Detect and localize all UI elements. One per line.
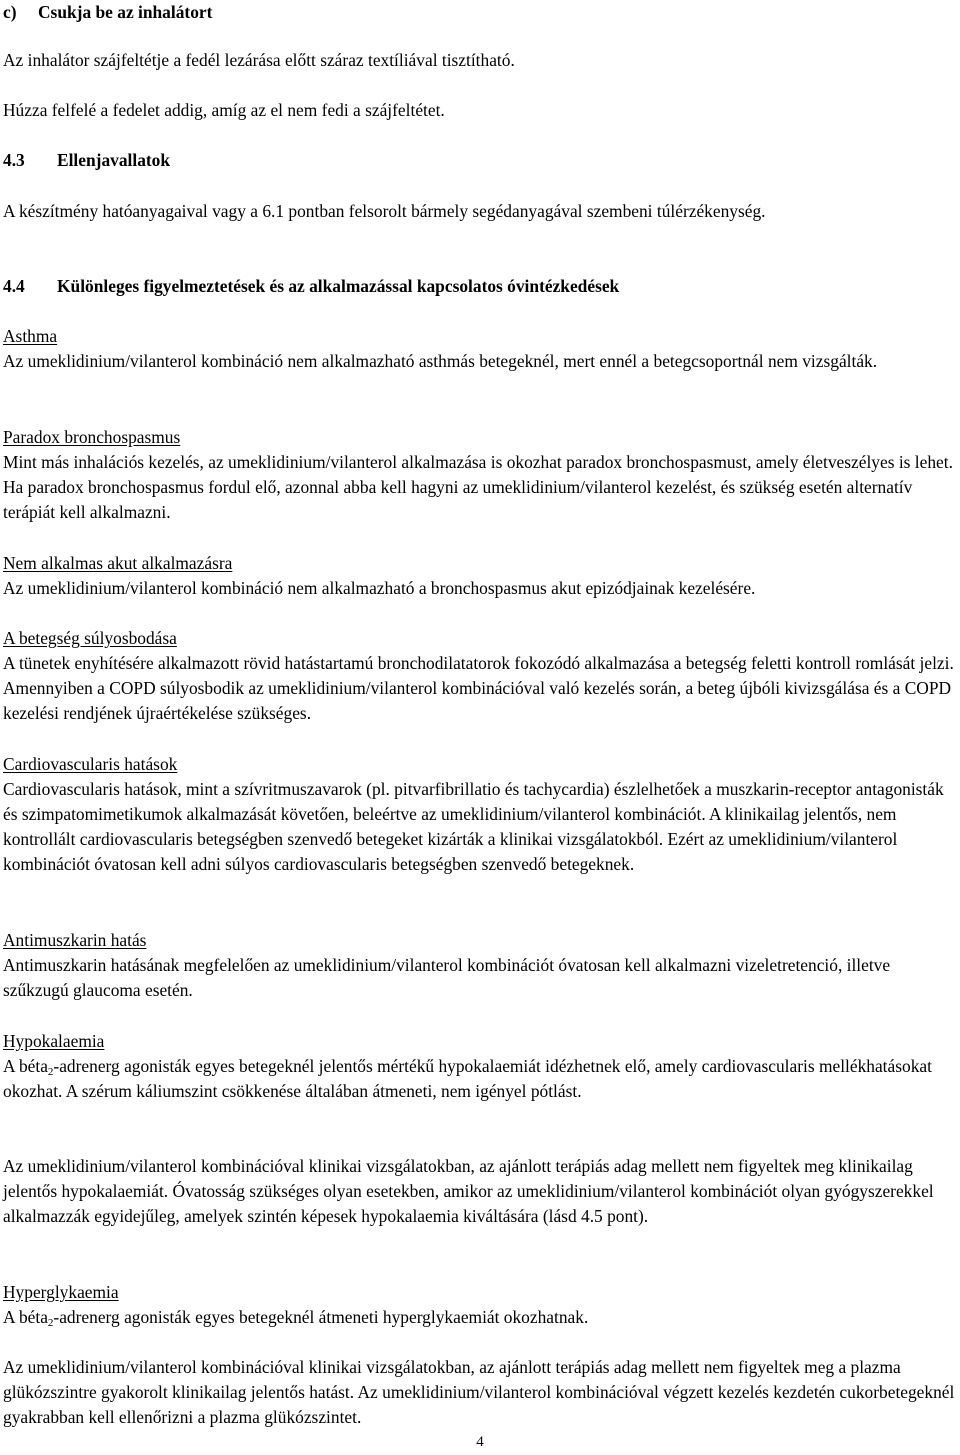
section-c-paragraph-1: Az inhalátor szájfeltétje a fedél lezárása előtt száraz textíliával tisztítható.	[3, 50, 515, 70]
section-c-title: Csukja be az inhalátort	[38, 2, 213, 22]
acute-heading: Nem alkalmas akut alkalmazásra	[3, 553, 233, 573]
section-4-3-number: 4.3	[3, 150, 25, 170]
worsening-text: A tünetek enyhítésére alkalmazott rövid hatástartamú bronchodilatatorok fokozódó alkalmazása a betegség feletti kontroll romlását jelzi. Amennyiben a COPD súlyosbodik az umeklidinium/vilanterol kombinációval való kezelés során, a beteg újbóli kivizsgálása és a COPD kezelési rendjének újraértékelése szükséges.	[3, 653, 954, 723]
asthma-block	[3, 324, 958, 374]
hyperglycaemia-subscript: 2	[47, 1317, 54, 1329]
section-4-3-text: A készítmény hatóanyagaival vagy a 6.1 pontban felsorolt bármely segédanyagával szembeni túlérzékenység.	[3, 201, 766, 221]
paradox-block	[3, 425, 958, 525]
hyperglycaemia-block	[3, 1280, 958, 1330]
hypokalaemia-paragraph-2: Az umeklidinium/vilanterol kombinációval klinikai vizsgálatokban, az ajánlott terápiás adag mellett nem figyeltek meg klinikailag jelentős hypokalaemiát. Óvatosság szükséges olyan esetekben, amikor az umeklidinium/vilanterol kombinációt olyan gyógyszerekkel alkalmazzák egyidejűleg, amelyek szintén képesek hypokalaemia kiváltására (lásd 4.5 pont).	[3, 1156, 934, 1226]
cardio-block	[3, 752, 958, 877]
paradox-text: Mint más inhalációs kezelés, az umeklidinium/vilanterol alkalmazása is okozhat paradox bronchospasmust, amely életveszélyes is lehet. Ha paradox bronchospasmus fordul elő, azonnal abba kell hagyni az umeklidinium/vilanterol kezelést, és szükség esetén alternatív terápiát kell alkalmazni.	[3, 452, 953, 522]
section-4-4-heading	[3, 274, 958, 299]
antimuscarinic-text: Antimuszkarin hatásának megfelelően az umeklidinium/vilanterol kombinációt óvatosan kell alkalmazni vizeletretenció, illetve szűkzugú glaucoma esetén.	[3, 955, 891, 1000]
section-4-4-title: Különleges figyelmeztetések és az alkalmazással kapcsolatos óvintézkedések	[57, 276, 620, 296]
section-4-4-number: 4.4	[3, 276, 25, 296]
section-4-3-title: Ellenjavallatok	[57, 150, 171, 170]
antimuscarinic-block	[3, 928, 958, 1003]
section-c-heading	[3, 0, 958, 25]
page-number: 4	[476, 1434, 484, 1450]
hyperglycaemia-heading: Hyperglykaemia	[3, 1282, 119, 1302]
section-c-label: c)	[3, 2, 17, 22]
hypokalaemia-block	[3, 1029, 958, 1104]
antimuscarinic-heading: Antimuszkarin hatás	[3, 930, 147, 950]
hypokalaemia-text-pre: A béta	[3, 1056, 48, 1076]
section-4-3-heading	[3, 148, 958, 173]
hyperglycaemia-text-pre: A béta	[3, 1307, 48, 1327]
worsening-heading: A betegség súlyosbodása	[3, 628, 177, 648]
hyperglycaemia-paragraph-2: Az umeklidinium/vilanterol kombinációval klinikai vizsgálatokban, az ajánlott terápiás adag mellett nem figyeltek meg a plazma glükózszintre gyakorolt klinikailag jelentős hatást. Az umeklidinium/vilanterol kombinációval végzett kezelés kezdetén cukorbetegeknél gyakrabban kell ellenőrizni a plazma glükózszintet.	[3, 1357, 955, 1427]
acute-text: Az umeklidinium/vilanterol kombináció nem alkalmazható a bronchospasmus akut epizódjainak kezelésére.	[3, 578, 756, 598]
asthma-heading: Asthma	[3, 326, 58, 346]
cardio-text: Cardiovascularis hatások, mint a szívritmuszavarok (pl. pitvarfibrillatio és tachycardia) észlelhetőek a muszkarin-receptor antagonisták és szimpatomimetikumok alkalmazását követően, beleértve az umeklidinium/vilanterol kombinációt. A klinikailag jelentős, nem kontrollált cardiovascularis betegségben szenvedő betegeket kizárták a klinikai vizsgálatokból. Ezért az umeklidinium/vilanterol kombinációt óvatosan kell adni súlyos cardiovascularis betegségben szenvedő betegeknek.	[3, 779, 944, 874]
hypokalaemia-subscript: 2	[47, 1066, 54, 1078]
paradox-heading: Paradox bronchospasmus	[3, 427, 181, 447]
hypokalaemia-text-post: -adrenerg agonisták egyes betegeknél jelentős mértékű hypokalaemiát idézhetnek elő, amely cardiovascularis mellékhatásokat okozhat. A szérum káliumszint csökkenése általában átmeneti, nem igényel pótlást.	[3, 1056, 932, 1101]
cardio-heading: Cardiovascularis hatások	[3, 754, 178, 774]
acute-block	[3, 551, 958, 601]
worsening-block	[3, 626, 958, 726]
hyperglycaemia-text-post: -adrenerg agonisták egyes betegeknél átmeneti hyperglykaemiát okozhatnak.	[53, 1307, 589, 1327]
hypokalaemia-heading: Hypokalaemia	[3, 1031, 105, 1051]
section-c-paragraph-2: Húzza felfelé a fedelet addig, amíg az el nem fedi a szájfeltétet.	[3, 100, 445, 120]
asthma-text: Az umeklidinium/vilanterol kombináció nem alkalmazható asthmás betegeknél, mert ennél a betegcsoportnál nem vizsgálták.	[3, 351, 878, 371]
